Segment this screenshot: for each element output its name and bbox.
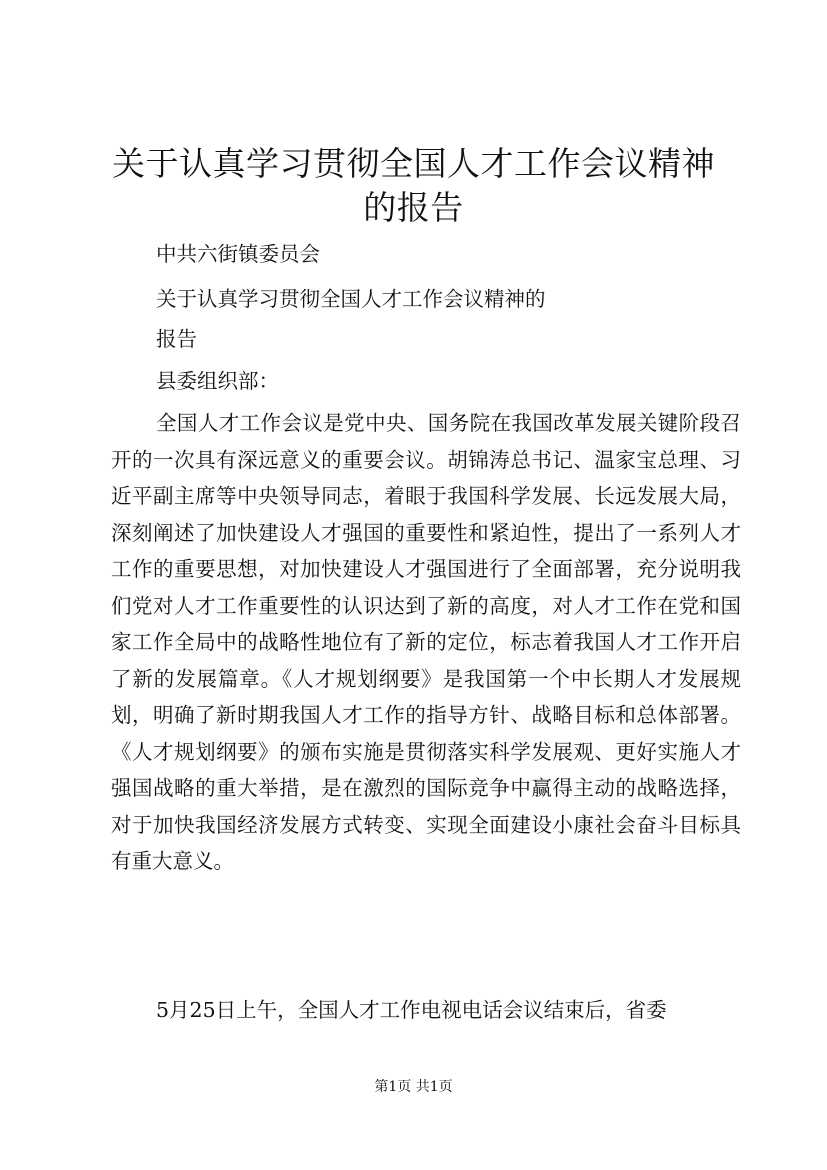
body-paragraph-2: 5月25日上午，全国人才工作电视电话会议结束后，省委 bbox=[156, 998, 667, 1022]
recipient-line: 县委组织部： bbox=[156, 369, 279, 393]
subject-line-2: 报告 bbox=[156, 327, 197, 351]
document-title: 关于认真学习贯彻全国人才工作会议精神的报告 bbox=[112, 144, 715, 227]
subject-line-1: 关于认真学习贯彻全国人才工作会议精神的 bbox=[156, 287, 546, 311]
body-paragraph-1: 全国人才工作会议是党中央、国务院在我国改革发展关键阶段召开的一次具有深远意义的重要会议。胡锦涛总书记、温家宝总理、习近平副主席等中央领导同志，着眼于我国科学发展、长远发展大局，深刻阐述了加快建设人才强国的重要性和紧迫性，提出了一系列人才工作的重要思想，对加快建设人才强国进行了全面部署，充分说明我们党对人才工作重要性的认识达到了新的高度，对人才工作在党和国家工作全局中的战略性地位有了新的定位，标志着我国人才工作开启了新的发展篇章。《人才规划纲要》是我国第一个中长期人才发展规划，明确了新时期我国人才工作的指导方针、战略目标和总体部署。《人才规划纲要》的颁布实施是贯彻落实科学发展观、更好实施人才强国战略的重大举措，是在激烈的国际竞争中赢得主动的战略选择，对于加快我国经济发展方式转变、实现全面建设小康社会奋斗目标具有重大意义。 bbox=[111, 411, 741, 873]
sender-line: 中共六街镇委员会 bbox=[156, 242, 320, 266]
page-footer: 第1页 共1页 bbox=[374, 1079, 453, 1095]
